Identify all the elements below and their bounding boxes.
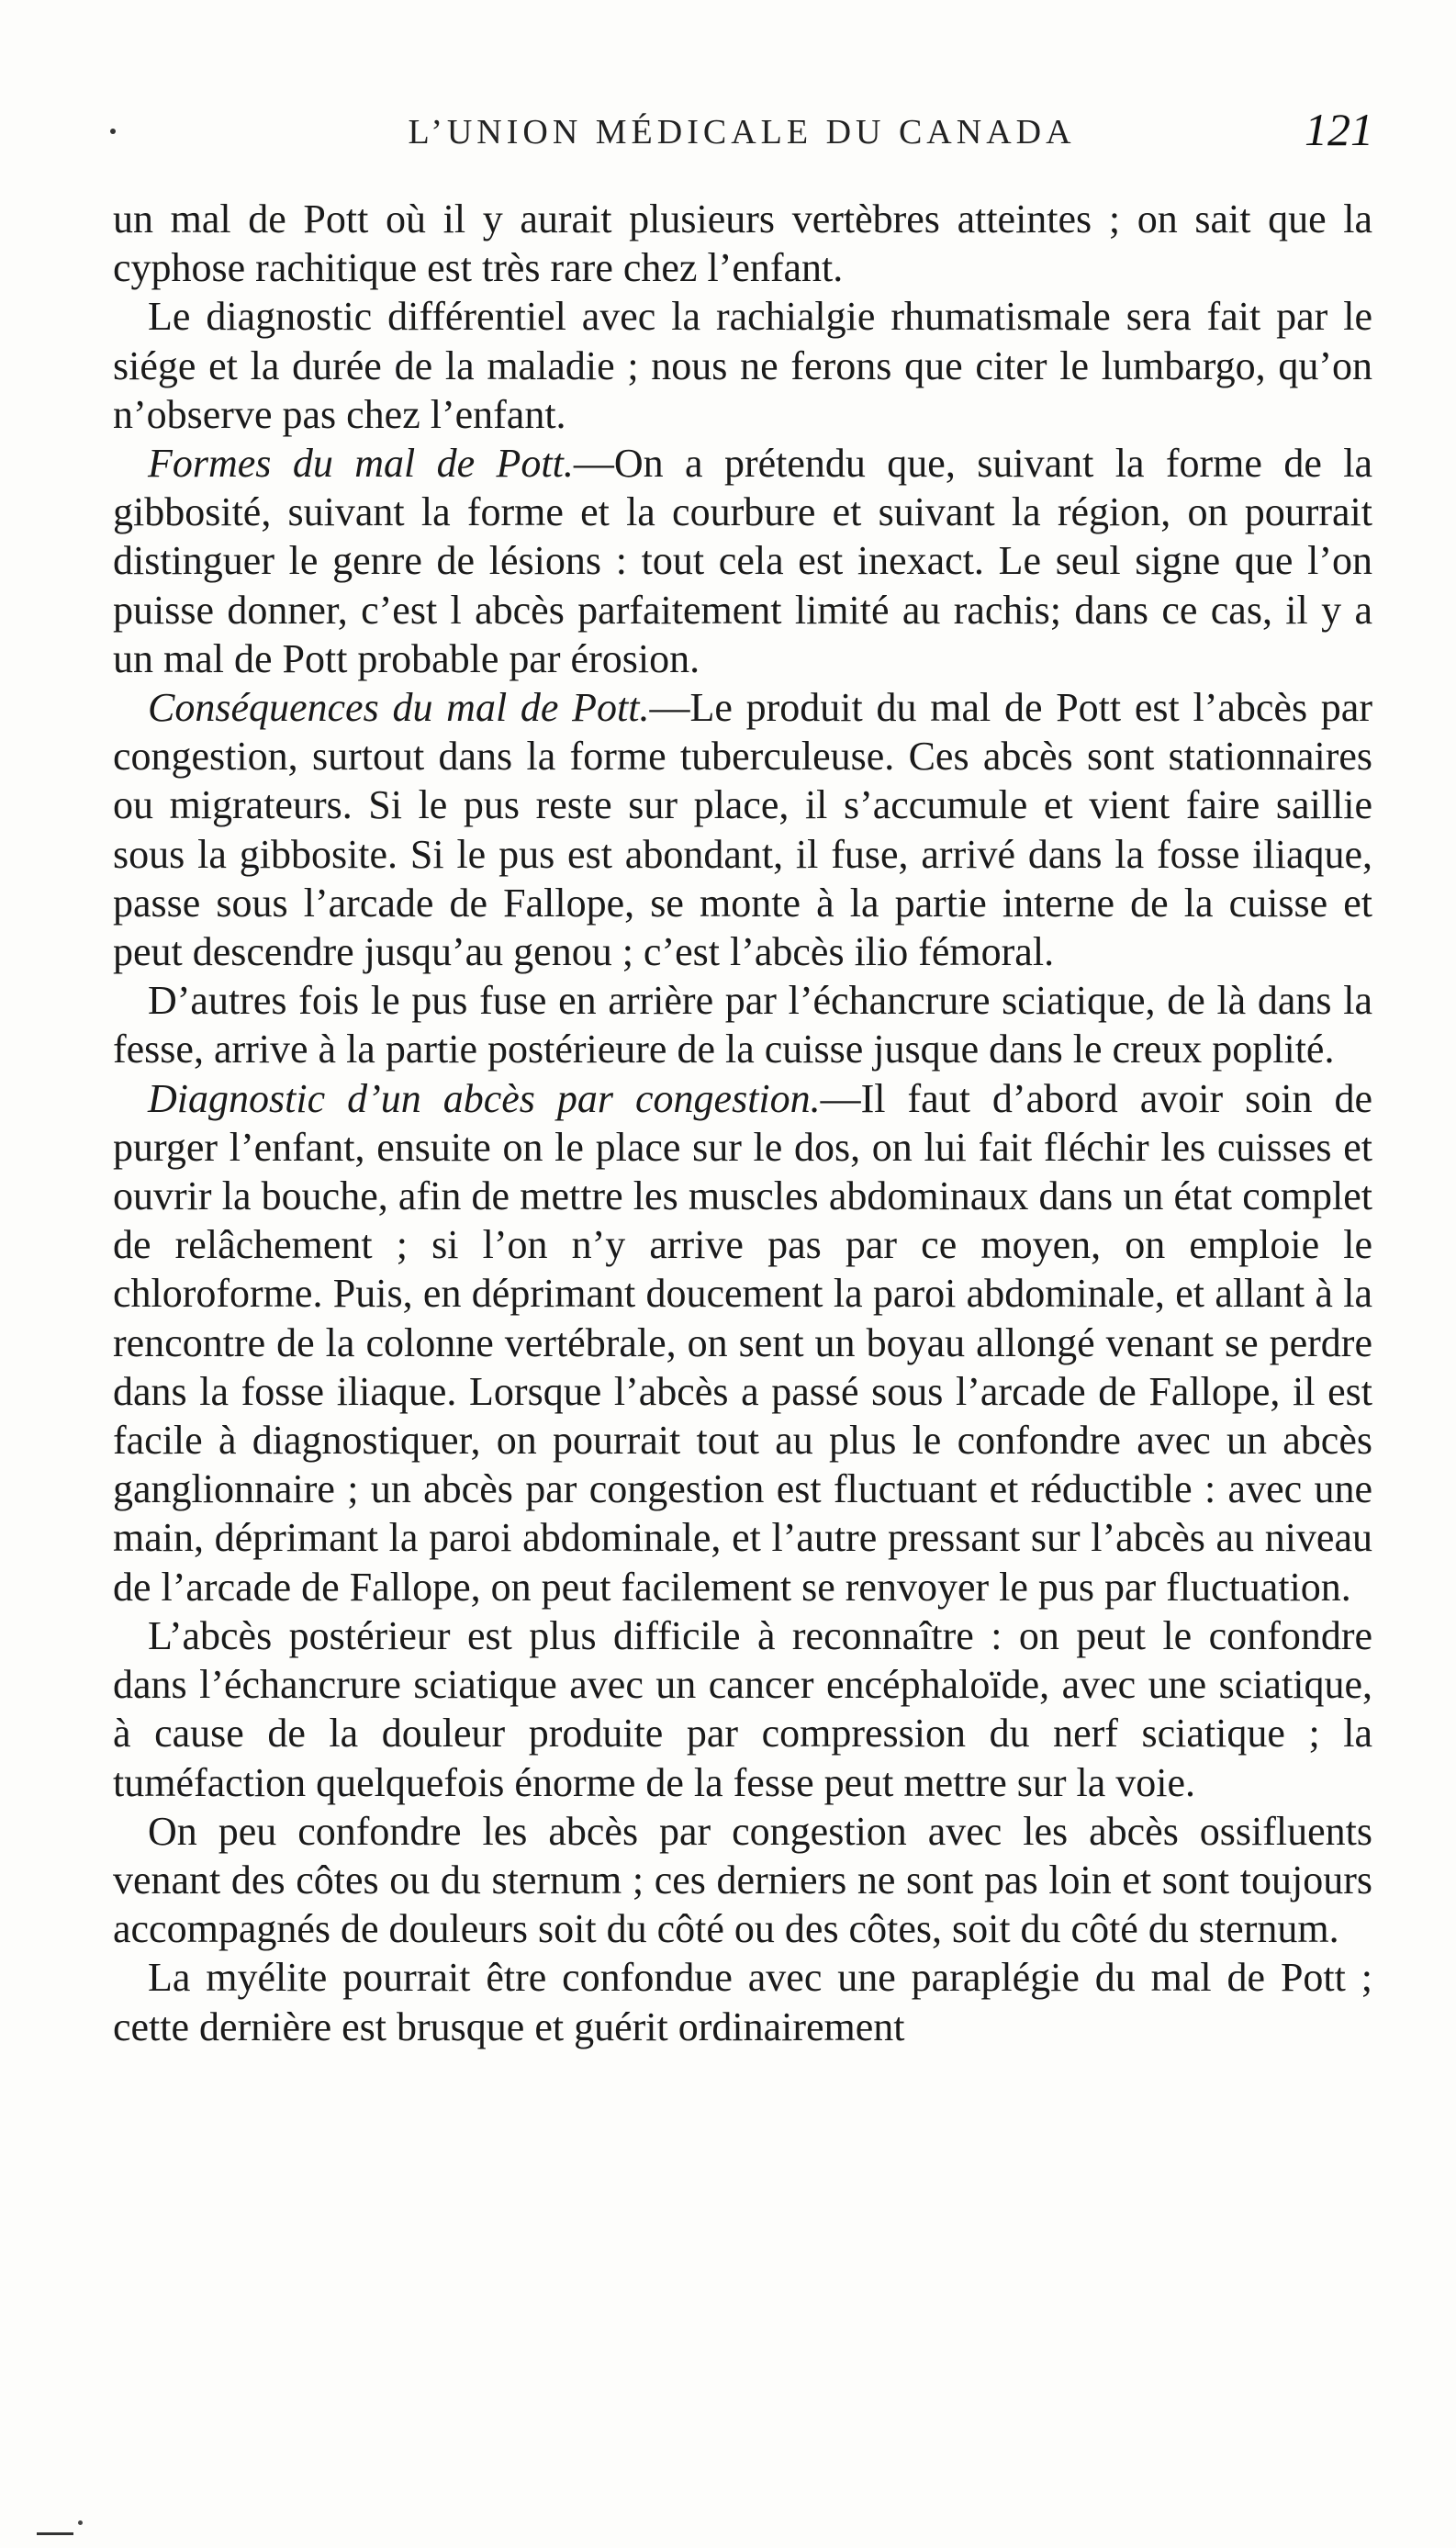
running-title: L’UNION MÉDICALE DU CANADA (408, 113, 1076, 152)
paragraph-text: —On a prétendu que, suivant la forme de la gibbosité, suivant la forme et la courbure et suivant la région, on pourrait distinguer le genre de lésions : tout cela est inexact. Le seul signe que l’on puisse donner, c’est l abcès parfaitement limité au rachis; dans ce cas, il y a un mal de Pott probable par érosion. (113, 441, 1372, 681)
paragraph-differential-diagnosis (113, 292, 1372, 439)
paragraph-formes (113, 439, 1372, 683)
paragraph-abces-posterieur (113, 1611, 1372, 1807)
paragraph-text: un mal de Pott où il y aurait plusieurs vertèbres atteintes ; on sait que la cyphose rachitique est très rare chez l’enfant. (113, 196, 1372, 291)
paragraph-consequences (113, 683, 1372, 976)
paragraph-diagnostic-abces (113, 1074, 1372, 1611)
page-number: 121 (1305, 104, 1373, 155)
paragraph-text: On peu confondre les abcès par congestion avec les abcès ossifluents venant des côtes ou du sternum ; ces derniers ne sont pas loin et sont toujours accompagnés de douleurs soit du côté ou des côtes, soit du côté du sternum. (113, 1808, 1372, 1952)
body-text (113, 195, 1372, 2051)
paragraph-text: D’autres fois le pus fuse en arrière par l’échancrure sciatique, de là dans la fesse, arrive à la partie postérieure de la cuisse jusque dans le creux poplité. (113, 978, 1372, 1072)
paragraph-text: —Le produit du mal de Pott est l’abcès par congestion, surtout dans la forme tuberculeuse. Ces abcès sont stationnaires ou migrateurs. Si le pus reste sur place, il s’accumule et vient faire saillie sous la gibbosite. Si le pus est abondant, il fuse, arrivé dans la fosse iliaque, passe sous l’arcade de Fallope, se monte à la partie interne de la cuisse et peut descendre jusqu’au genou ; c’est l’abcès ilio fémoral. (113, 685, 1372, 975)
paragraph-text: La myélite pourrait être confondue avec une paraplégie du mal de Pott ; cette dernière est brusque et guérit ordinairement (113, 1955, 1372, 2049)
paragraph-pott-continued (113, 195, 1372, 292)
page-header (110, 104, 1373, 163)
paragraph-text: L’abcès postérieur est plus difficile à reconnaître : on peut le confondre dans l’échancrure sciatique avec un cancer encéphaloïde, avec une sciatique, à cause de la douleur produite par compression du nerf sciatique ; la tuméfaction quelquefois énorme de la fesse peut mettre sur la voie. (113, 1612, 1372, 1805)
footer-dot-mark (78, 2520, 83, 2525)
paragraph-sciatic-route (113, 976, 1372, 1073)
paragraph-text: Le diagnostic différentiel avec la rachialgie rhumatismale sera fait par le siége et la durée de la maladie ; nous ne ferons que citer le lumbargo, qu’on n’observe pas chez l’enfant. (113, 294, 1372, 437)
section-heading-formes: Formes du mal de Pott. (148, 441, 574, 487)
paragraph-abces-ossifluents (113, 1807, 1372, 1954)
footer-rule-mark (37, 2532, 73, 2535)
section-heading-consequences: Conséquences du mal de Pott. (148, 685, 650, 731)
paragraph-myelite (113, 1953, 1372, 2050)
section-heading-diagnostic: Diagnostic d’un abcès par congestion. (148, 1075, 821, 1121)
paragraph-text: —Il faut d’abord avoir soin de purger l’enfant, ensuite on le place sur le dos, on lui fait fléchir les cuisses et ouvrir la bouche, afin de mettre les muscles abdominaux dans un état complet de relâchement ; si l’on n’y arrive pas par ce moyen, on emploie le chloroforme. Puis, en déprimant doucement la paroi abdominale, et allant à la rencontre de la colonne vertébrale, on sent un boyau allongé venant se perdre dans la fosse iliaque. Lorsque l’abcès a passé sous l’arcade de Fallope, il est facile à diagnostiquer, on pourrait tout au plus le confondre avec un abcès ganglionnaire ; un abcès par congestion est fluctuant et réductible : avec une main, déprimant la paroi abdominale, et l’autre pressant sur l’abcès au niveau de l’arcade de Fallope, on peut facilement se renvoyer le pus par fluctuation. (113, 1075, 1372, 1610)
